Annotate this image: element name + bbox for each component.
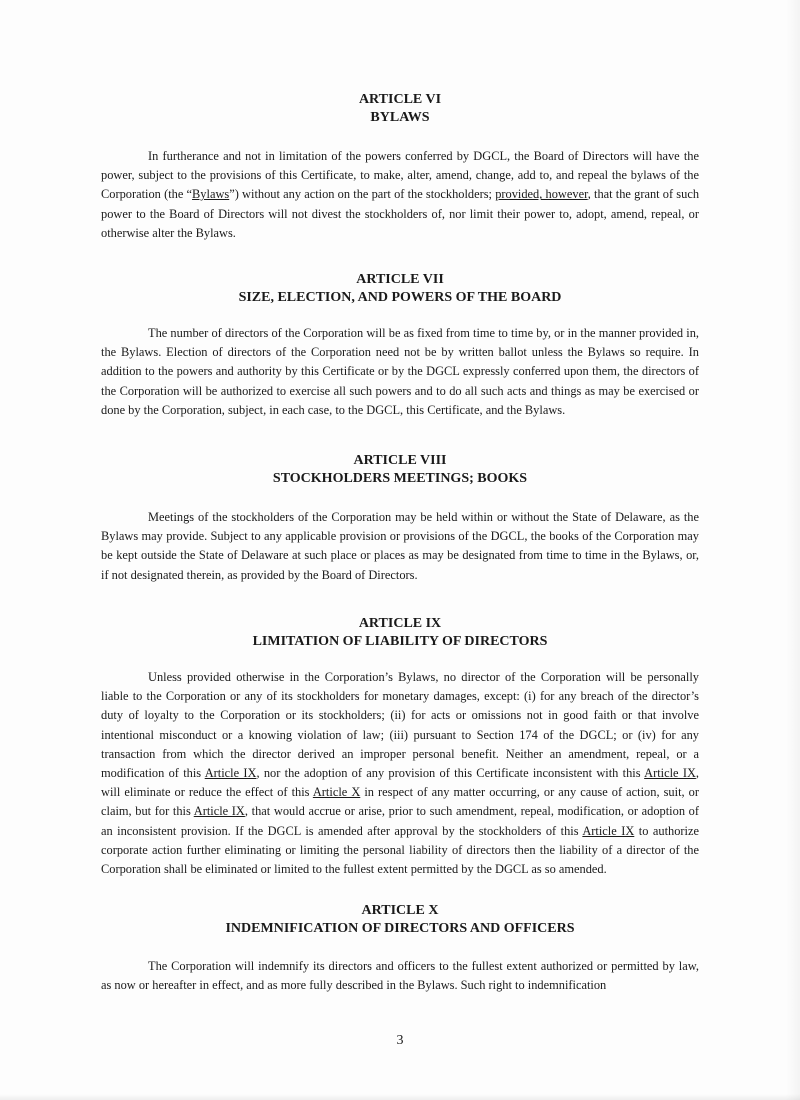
article-paragraph — [101, 668, 699, 879]
article-number: ARTICLE IX — [358, 616, 442, 631]
paragraph-text: in respect of any matter occurring, or any cause of action, suit, or claim, but for this — [101, 785, 699, 819]
article-number: ARTICLE VII — [356, 272, 444, 287]
paragraph-text: to authorize corporate action further eliminating or limiting the personal liability of directors then the liability of a director of the Corporation shall be eliminated or limited to the fullest extent permitted by the DGCL as so amended. — [101, 823, 699, 877]
paragraph-text: Meetings of the stockholders of the Corporation may be held within or without the State of Delaware, as the Bylaws may provide. Subject to any applicable provision or provisions of the DGCL, the books of the Corporation may be kept outside the State of Delaware at such place or places as may be designated from time to time in the Bylaws, or, if not designated therein, as provided by the Board of Directors. — [101, 510, 699, 582]
underlined-reference: provided, however — [495, 187, 588, 202]
article-title: INDEMNIFICATION OF DIRECTORS AND OFFICERS — [225, 921, 575, 936]
paragraph-text: The number of directors of the Corporation will be as fixed from time to time by, or in the manner provided in, the Bylaws. Election of directors of the Corporation need not be by written ballot unless the Bylaws so require. In addition to the powers and authority by this Certificate or by the DGCL expressly conferred upon them, the directors of the Corporation will be authorized to exercise all such powers and to do all such acts and things as may be exercised or done by the Corporation, subject, in each case, to the DGCL, this Certificate, and the Bylaws. — [101, 326, 699, 417]
article-number: ARTICLE X — [361, 903, 439, 918]
underlined-reference: Article IX — [204, 766, 257, 781]
underlined-reference: Article X — [312, 785, 361, 800]
underlined-reference: Bylaws — [192, 187, 230, 202]
paragraph-text: In furtherance and not in limitation of the powers conferred by DGCL, the Board of Directors will have the power, subject to the provisions of this Certificate, to make, alter, amend, change, add to, and repeal the bylaws of the Corporation (the “ — [101, 149, 699, 202]
article-title: SIZE, ELECTION, AND POWERS OF THE BOARD — [238, 290, 562, 305]
paragraph-text: , that the grant of such power to the Board of Directors will not divest the stockholders of, nor limit their power to, adopt, amend, repeal, or otherwise alter the Bylaws. — [101, 187, 700, 240]
underlined-reference: Article IX — [644, 766, 696, 781]
article-title: LIMITATION OF LIABILITY OF DIRECTORS — [252, 634, 548, 649]
article-heading — [0, 271, 800, 307]
article-paragraph — [101, 324, 699, 420]
article-number: ARTICLE VI — [358, 92, 442, 107]
article-paragraph — [101, 957, 699, 995]
paragraph-text: , nor the adoption of any provision of this Certificate inconsistent with this — [256, 766, 645, 781]
article-title: BYLAWS — [370, 110, 430, 125]
paragraph-text: , will eliminate or reduce the effect of this — [101, 766, 700, 800]
article-paragraph — [101, 508, 699, 585]
article-heading — [0, 91, 800, 127]
page-number: 3 — [396, 1033, 404, 1048]
scan-shadow — [0, 1094, 800, 1100]
paragraph-text: The Corporation will indemnify its directors and officers to the fullest extent authorized or permitted by law, as now or hereafter in effect, and as more fully described in the Bylaws. Such right to indemnification — [101, 959, 699, 993]
underlined-reference: Article IX — [193, 804, 245, 819]
article-heading — [0, 452, 800, 488]
paragraph-text: ”) without any action on the part of the stockholders; — [229, 187, 496, 202]
article-paragraph — [101, 147, 699, 243]
article-heading — [0, 615, 800, 651]
article-title: STOCKHOLDERS MEETINGS; BOOKS — [272, 471, 528, 486]
paragraph-text: , that would accrue or arise, prior to such amendment, repeal, modification, or adoption of an inconsistent provision. If the DGCL is amended after approval by the stockholders of this — [101, 804, 699, 838]
article-heading — [0, 902, 800, 938]
article-number: ARTICLE VIII — [353, 453, 447, 468]
paragraph-text: Unless provided otherwise in the Corporation’s Bylaws, no director of the Corporation will be personally liable to the Corporation or any of its stockholders for monetary damages, except: (i) for any breach of the director’s duty of loyalty to the Corporation or its stockholders; (ii) for acts or omissions not in good faith or that involve intentional misconduct or a knowing violation of law; (iii) pursuant to Section 174 of the DGCL; or (iv) for any transaction from which the director derived an improper personal benefit. Neither an amendment, repeal, or a modification of this — [101, 670, 699, 781]
underlined-reference: Article IX — [582, 823, 635, 838]
scan-shadow — [786, 0, 800, 1100]
